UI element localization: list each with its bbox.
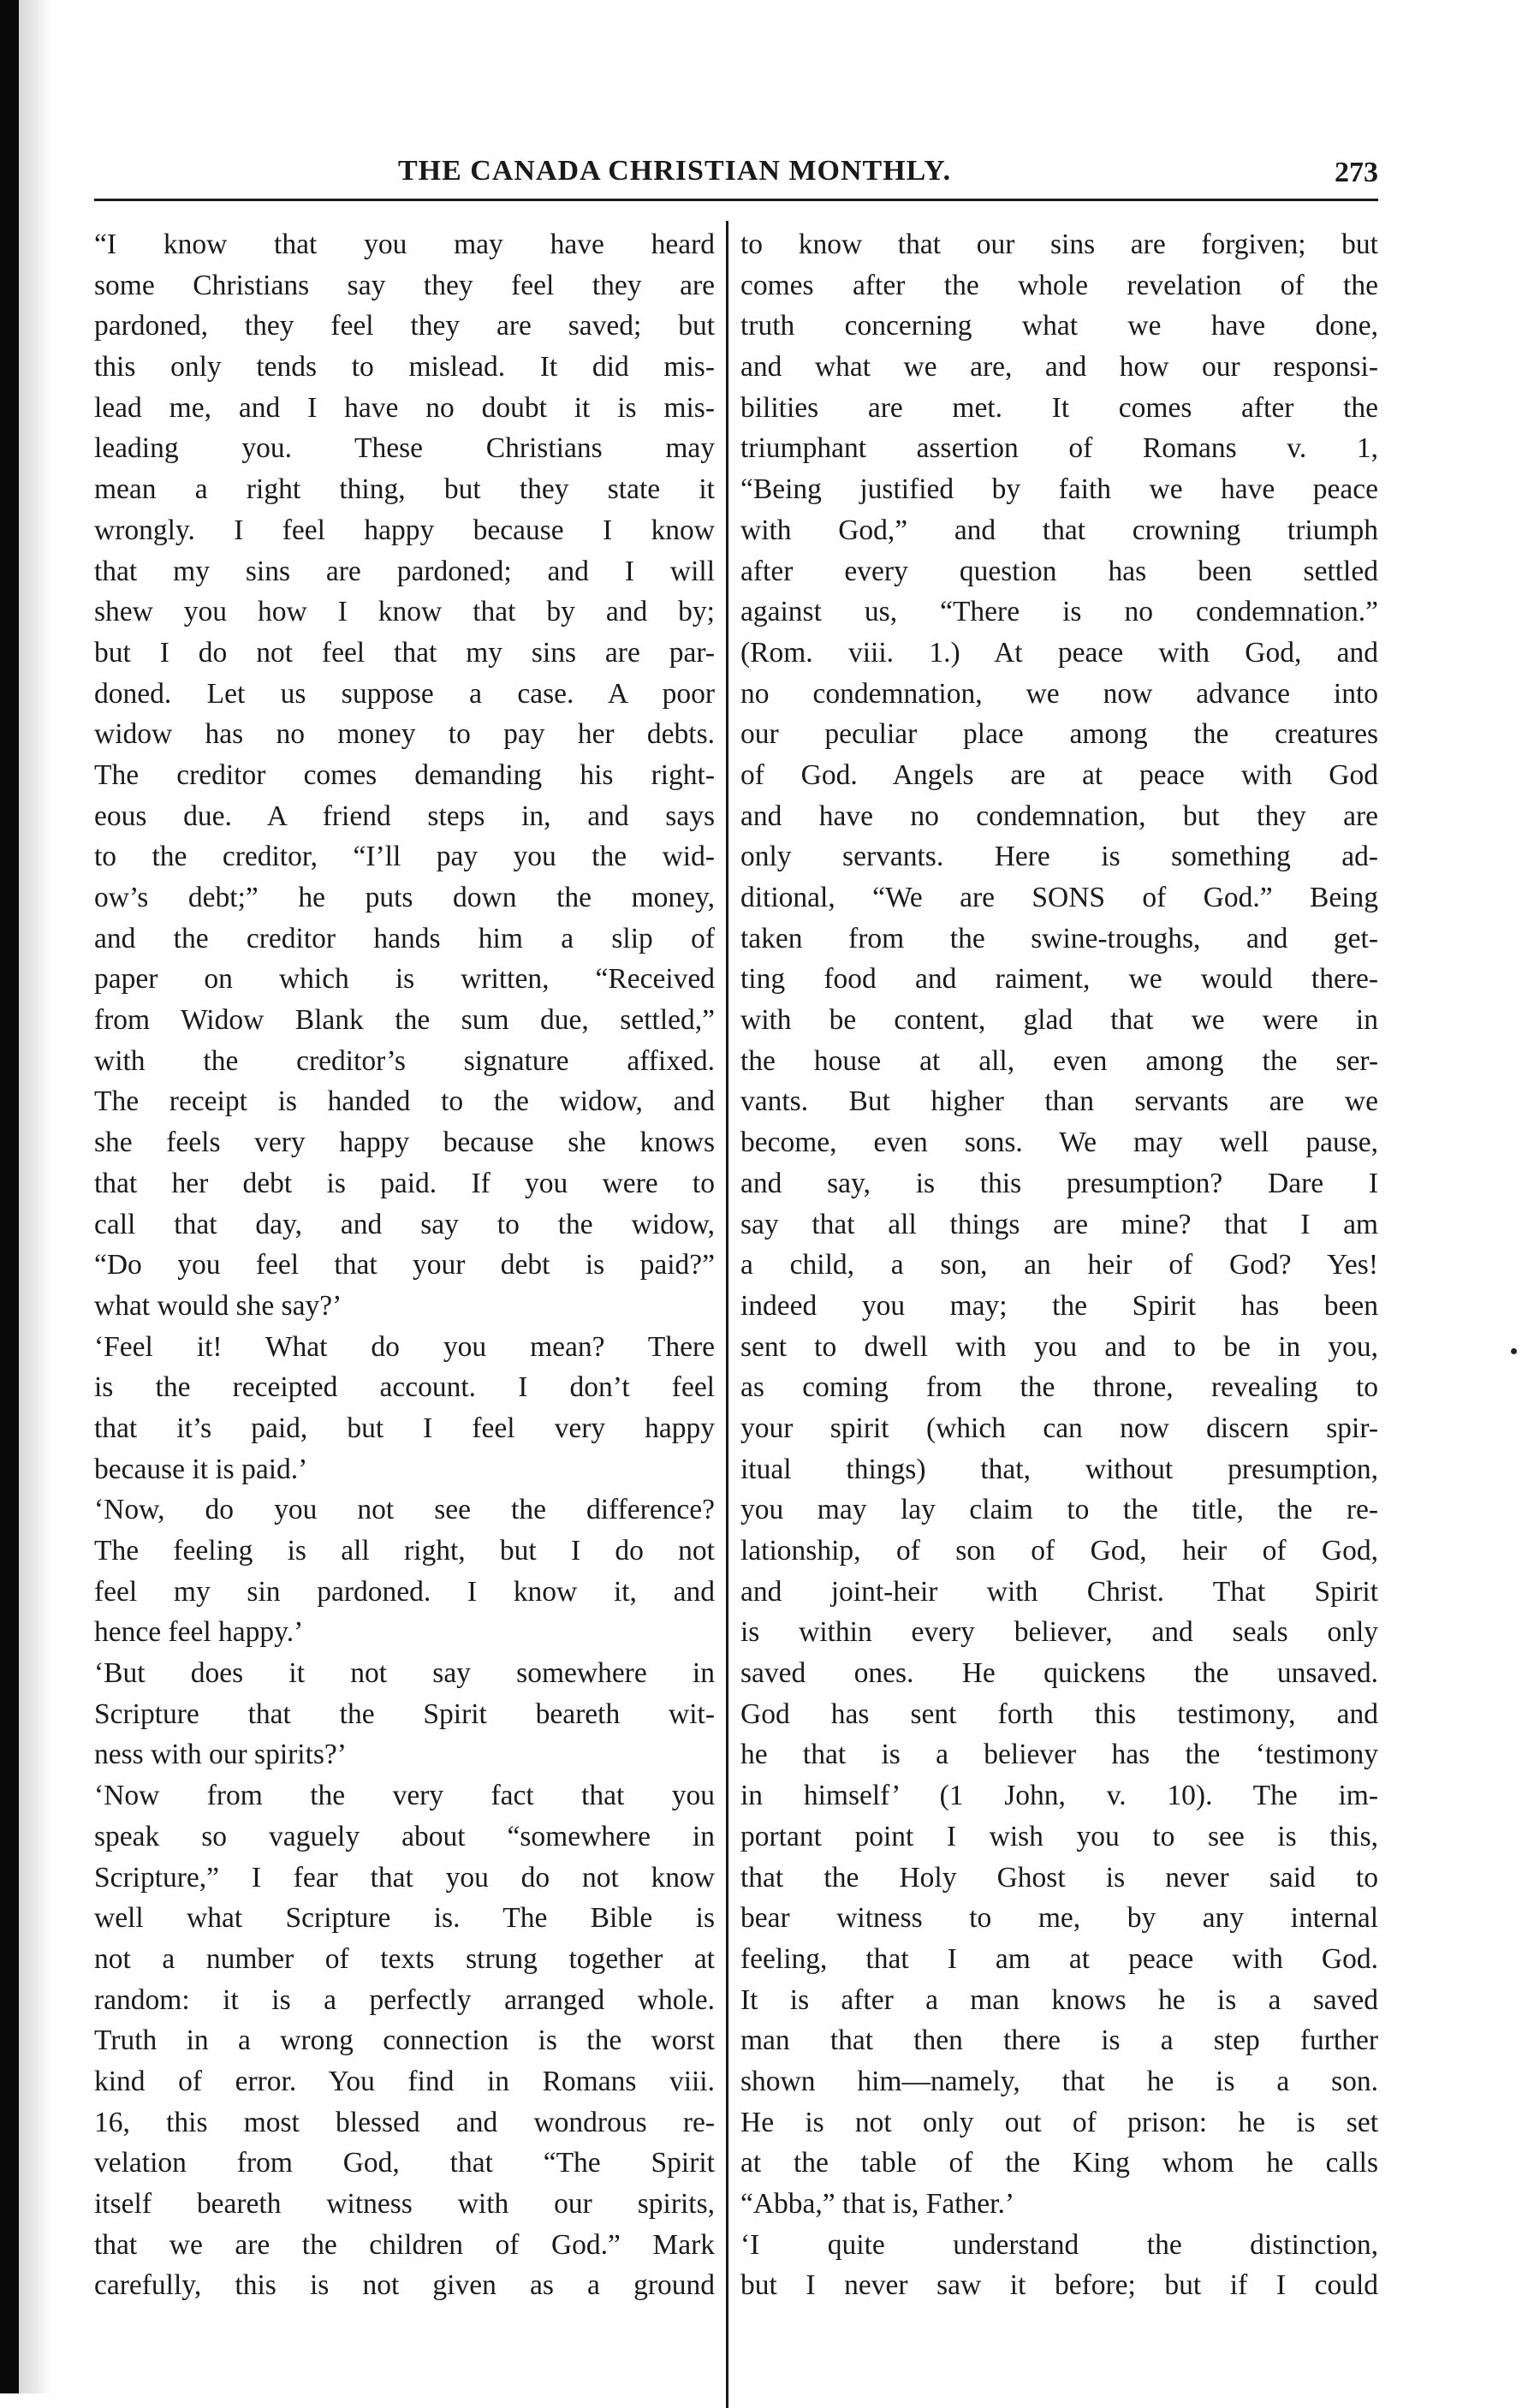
running-title: THE CANADA CHRISTIAN MONTHLY.	[398, 155, 952, 187]
text-line: after every question has been settled	[740, 555, 1378, 587]
text-line: ness with our spirits?’	[94, 1739, 347, 1771]
text-line: and say, is this presumption? Dare I	[740, 1167, 1378, 1199]
text-line: that her debt is paid. If you were to	[94, 1167, 715, 1199]
text-line: lationship, of son of God, heir of God,	[740, 1535, 1378, 1567]
text-line: not a number of texts strung together at	[94, 1942, 715, 1975]
text-line: Scripture that the Spirit beareth wit-	[94, 1697, 715, 1730]
text-line: a child, a son, an heir of God? Yes!	[740, 1249, 1378, 1281]
text-line: ‘Now from the very fact that you	[94, 1780, 715, 1812]
text-line: itual things) that, without presumption,	[740, 1453, 1378, 1485]
text-line: vants. But higher than servants are we	[740, 1085, 1378, 1118]
text-line: is within every believer, and seals only	[740, 1616, 1378, 1649]
text-line: this only tends to mislead. It did mis-	[94, 351, 715, 383]
text-line: our peculiar place among the creatures	[740, 718, 1378, 751]
text-line: but I never saw it before; but if I could	[740, 2269, 1378, 2302]
text-line: velation from God, that “The Spirit	[94, 2147, 715, 2179]
text-line: because it is paid.’	[94, 1453, 308, 1485]
text-line: (Rom. viii. 1.) At peace with God, and	[740, 636, 1378, 669]
text-line: feel my sin pardoned. I know it, and	[94, 1575, 715, 1608]
text-line: taken from the swine-troughs, and get-	[740, 922, 1378, 954]
text-line: to know that our sins are forgiven; but	[740, 229, 1378, 260]
text-line: saved ones. He quickens the unsaved.	[740, 1657, 1378, 1690]
text-line: your spirit (which can now discern spir-	[740, 1412, 1378, 1444]
text-line: Truth in a wrong connection is the worst	[94, 2025, 715, 2057]
text-line: itself beareth witness with our spirits,	[94, 2188, 715, 2220]
text-line: that we are the children of God.” Mark	[94, 2228, 715, 2261]
text-line: ‘But does it not say somewhere in	[94, 1657, 715, 1690]
text-line: The receipt is handed to the widow, and	[94, 1085, 715, 1118]
text-line: from Widow Blank the sum due, settled,”	[94, 1004, 715, 1037]
left-text-column	[94, 224, 715, 2306]
text-line: Scripture,” I fear that you do not know	[94, 1861, 715, 1894]
text-line: and what we are, and how our responsi-	[740, 351, 1378, 383]
stray-ink-mark	[1511, 1348, 1517, 1354]
text-line: ditional, “We are SONS of God.” Being	[740, 882, 1378, 913]
text-line: is the receipted account. I don’t feel	[94, 1371, 715, 1404]
text-line: he that is a believer has the ‘testimony	[740, 1739, 1378, 1771]
text-line: pardoned, they feel they are saved; but	[94, 310, 715, 342]
text-line: carefully, this is not given as a ground	[94, 2269, 715, 2302]
text-line: that the Holy Ghost is never said to	[740, 1861, 1378, 1894]
text-line: triumphant assertion of Romans v. 1,	[740, 432, 1378, 465]
text-line: hence feel happy.’	[94, 1616, 304, 1649]
text-line: bilities are met. It comes after the	[740, 391, 1378, 424]
running-head	[94, 141, 1378, 193]
text-line: eous due. A friend steps in, and says	[94, 800, 715, 832]
text-line: ting food and raiment, we would there-	[740, 963, 1378, 996]
text-line: truth concerning what we have done,	[740, 310, 1378, 342]
text-line: well what Scripture is. The Bible is	[94, 1902, 715, 1935]
text-line: The feeling is all right, but I do not	[94, 1535, 715, 1567]
text-line: doned. Let us suppose a case. A poor	[94, 677, 715, 710]
text-line: that it’s paid, but I feel very happy	[94, 1412, 715, 1444]
text-line: kind of error. You find in Romans viii.	[94, 2065, 715, 2097]
text-line: paper on which is written, “Received	[94, 963, 715, 996]
text-line: comes after the whole revelation of the	[740, 269, 1378, 301]
text-line: indeed you may; the Spirit has been	[740, 1289, 1378, 1322]
text-line: and have no condemnation, but they are	[740, 800, 1378, 832]
page-bottom-edge	[0, 2388, 19, 2393]
text-line: call that day, and say to the widow,	[94, 1208, 715, 1240]
text-line: It is after a man knows he is a saved	[740, 1983, 1378, 2016]
text-line: what would she say?’	[94, 1289, 342, 1322]
text-line: random: it is a perfectly arranged whole.	[94, 1983, 715, 2016]
page-number: 273	[1335, 157, 1378, 188]
text-line: wrongly. I feel happy because I know	[94, 514, 715, 546]
text-line: ‘Feel it! What do you mean? There	[94, 1330, 715, 1363]
text-line: with be content, glad that we were in	[740, 1004, 1378, 1037]
text-line: He is not only out of prison: he is set	[740, 2106, 1378, 2138]
text-line: bear witness to me, by any internal	[740, 1902, 1378, 1935]
text-line: lead me, and I have no doubt it is mis-	[94, 391, 715, 424]
header-rule	[94, 199, 1378, 201]
text-line: speak so vaguely about “somewhere in	[94, 1820, 715, 1852]
text-line: “Do you feel that your debt is paid?”	[94, 1249, 715, 1281]
text-line: against us, “There is no condemnation.”	[740, 596, 1378, 628]
text-line: the house at all, even among the ser-	[740, 1044, 1378, 1077]
text-line: “Being justified by faith we have peace	[740, 473, 1378, 506]
text-line: some Christians say they feel they are	[94, 269, 715, 301]
text-line: say that all things are mine? that I am	[740, 1208, 1378, 1240]
text-line: that my sins are pardoned; and I will	[94, 555, 715, 587]
text-line: but I do not feel that my sins are par-	[94, 636, 715, 669]
text-line: widow has no money to pay her debts.	[94, 718, 715, 751]
text-line: leading you. These Christians may	[94, 432, 715, 465]
text-line: The creditor comes demanding his right-	[94, 758, 715, 791]
text-line: 16, this most blessed and wondrous re-	[94, 2106, 715, 2138]
text-line: “Abba,” that is, Father.’	[740, 2188, 1015, 2220]
text-line: only servants. Here is something ad-	[740, 841, 1378, 873]
text-line: she feels very happy because she knows	[94, 1127, 715, 1159]
text-line: and joint-heir with Christ. That Spirit	[740, 1575, 1378, 1608]
text-line: feeling, that I am at peace with God.	[740, 1942, 1378, 1975]
text-line: shown him—namely, that he is a son.	[740, 2065, 1378, 2097]
right-text-column	[740, 224, 1378, 2306]
text-line: man that then there is a step further	[740, 2025, 1378, 2057]
text-line: shew you how I know that by and by;	[94, 596, 715, 628]
text-line: in himself’ (1 John, v. 10). The im-	[740, 1780, 1378, 1812]
text-line: you may lay claim to the title, the re-	[740, 1494, 1378, 1526]
text-line: and the creditor hands him a slip of	[94, 922, 715, 954]
text-line: with the creditor’s signature affixed.	[94, 1044, 715, 1077]
text-line: portant point I wish you to see is this,	[740, 1820, 1378, 1852]
text-line: of God. Angels are at peace with God	[740, 758, 1378, 791]
text-line: “I know that you may have heard	[94, 229, 715, 260]
text-line: no condemnation, we now advance into	[740, 677, 1378, 710]
column-divider-rule	[726, 221, 728, 2408]
text-line: God has sent forth this testimony, and	[740, 1697, 1378, 1730]
text-line: ow’s debt;” he puts down the money,	[94, 882, 715, 913]
text-line: sent to dwell with you and to be in you,	[740, 1330, 1378, 1363]
text-line: with God,” and that crowning triumph	[740, 514, 1378, 546]
page-binding-edge	[0, 0, 19, 2393]
text-line: as coming from the throne, revealing to	[740, 1371, 1378, 1404]
text-line: mean a right thing, but they state it	[94, 473, 715, 506]
text-line: to the creditor, “I’ll pay you the wid-	[94, 841, 715, 873]
text-line: at the table of the King whom he calls	[740, 2147, 1378, 2179]
page-binding-shadow	[19, 0, 53, 2393]
text-line: ‘Now, do you not see the difference?	[94, 1494, 715, 1526]
text-line: become, even sons. We may well pause,	[740, 1127, 1378, 1159]
text-line: ‘I quite understand the distinction,	[740, 2228, 1378, 2261]
